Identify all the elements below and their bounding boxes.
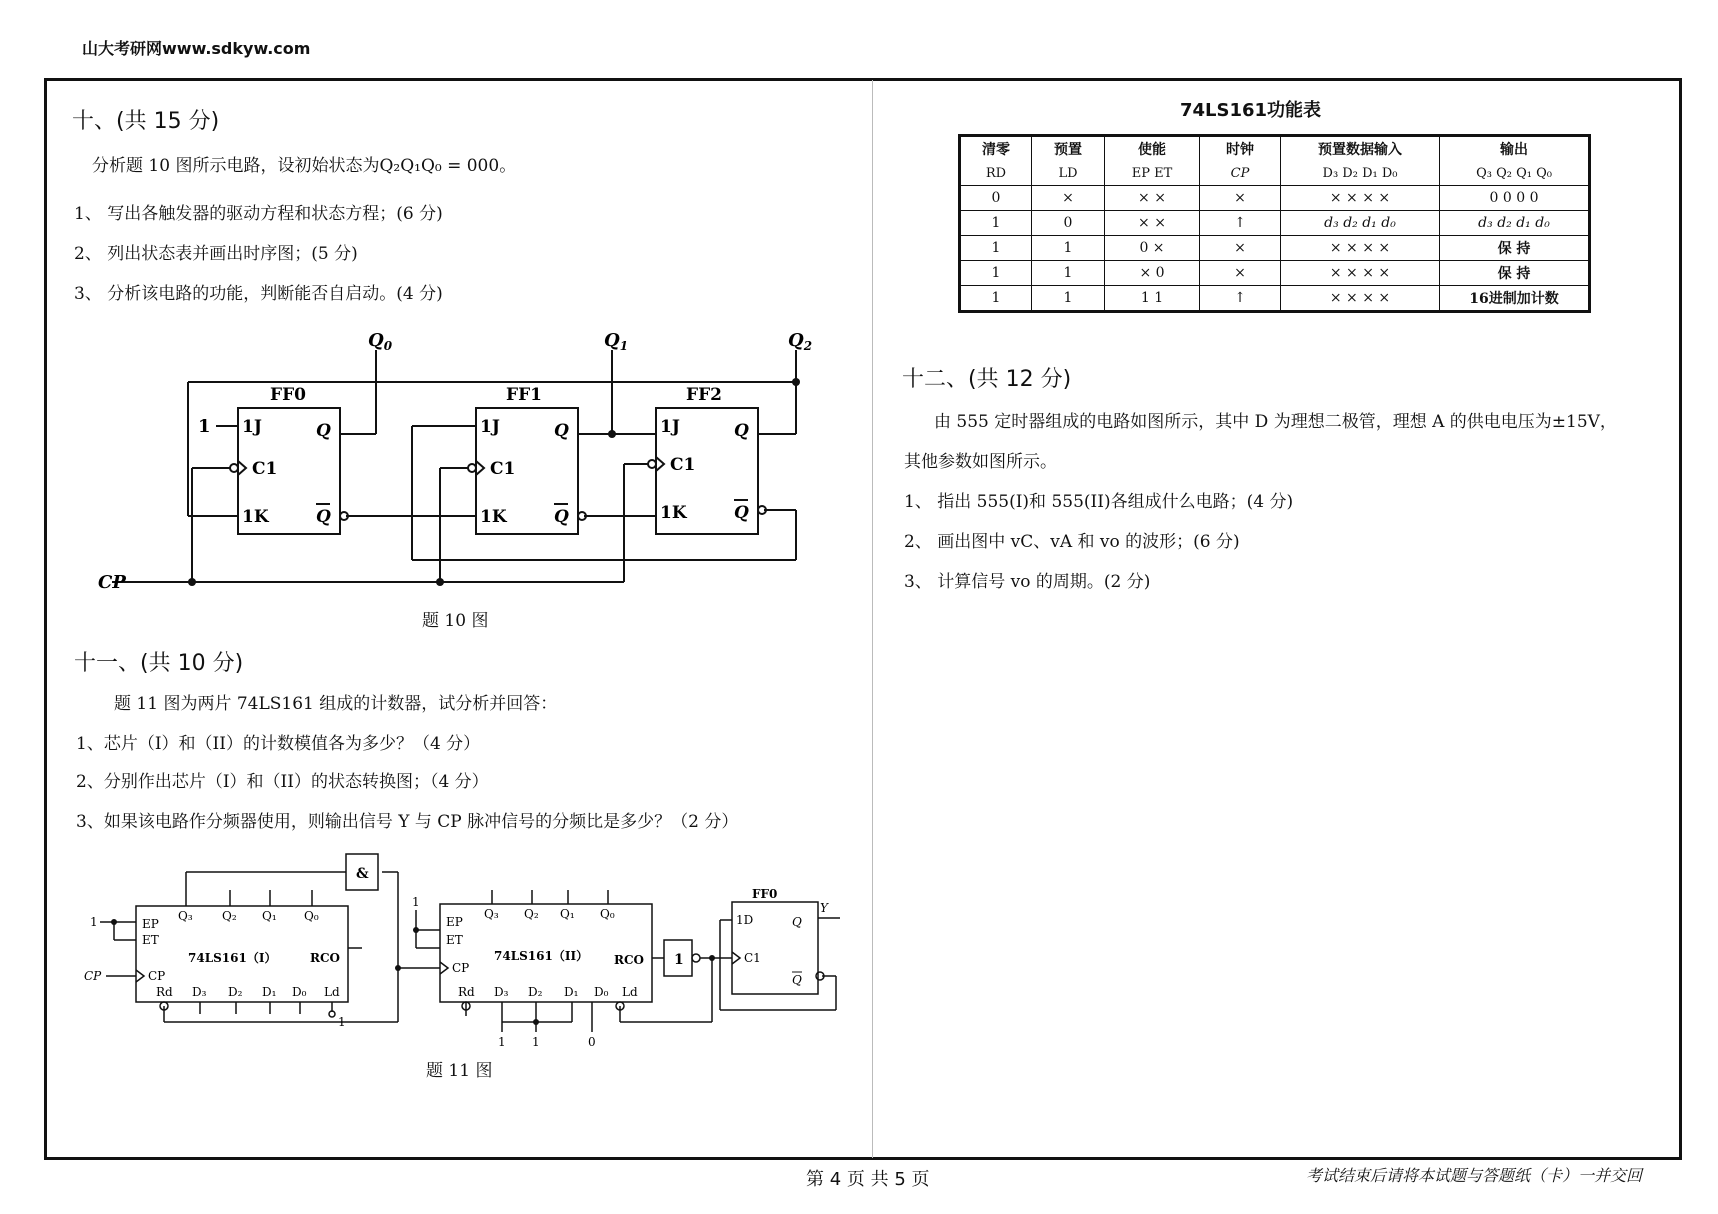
ff0-q-pin: Q [792, 915, 802, 929]
ff0-c-pin: C1 [252, 459, 278, 479]
ff2-label: FF2 [686, 385, 722, 405]
chip2-name: 74LS161（II） [494, 949, 589, 963]
q2-output-label: $Q_2$ [788, 330, 813, 353]
chip2-cp-pin: CP [452, 961, 470, 975]
q10-item-3: 3、 分析该电路的功能，判断能否自启动。(4 分) [74, 284, 443, 304]
table-cell: × × × × [1281, 236, 1440, 261]
function-table [958, 134, 1591, 313]
subheader-ld: LD [1032, 161, 1105, 186]
ff1-qbar-pin: Q [554, 507, 569, 527]
chip1-et-pin: ET [142, 933, 159, 947]
q10-title: 十、(共 15 分) [72, 109, 220, 134]
chip1-q3-pin: Q₃ [178, 909, 193, 923]
chip1-q0-pin: Q₀ [304, 909, 319, 923]
ff0-name: FF0 [752, 887, 778, 901]
table-cell: 1 [960, 236, 1032, 261]
table-row [960, 236, 1590, 261]
table-cell: d₃ d₂ d₁ d₀ [1281, 211, 1440, 236]
q11-title: 十一、(共 10 分) [74, 651, 244, 676]
chip2-q3-pin: Q₃ [484, 907, 499, 921]
chip1-q1-pin: Q₁ [262, 909, 277, 923]
page-number: 第 4 页 共 5 页 [806, 1169, 930, 1190]
chip2-d1-pin: D₁ [564, 985, 579, 999]
q11-item-3: 3、如果该电路作分频器使用，则输出信号 Y 与 CP 脉冲信号的分频比是多少？（2 分） [76, 812, 739, 832]
q12-item-2: 2、 画出图中 vC、vA 和 vo 的波形；(6 分) [904, 532, 1240, 552]
chip1-q2-pin: Q₂ [222, 909, 237, 923]
q10-circuit-diagram [80, 320, 840, 610]
subheader-ep-et: EP ET [1105, 161, 1200, 186]
chip1-cp-pin: CP [148, 969, 166, 983]
table-cell: 1 [1032, 236, 1105, 261]
chip2-rd-pin: Rd [458, 985, 475, 999]
header-clock: 时钟 [1200, 136, 1281, 162]
table-cell: 1 [960, 211, 1032, 236]
chip1-d3-pin: D₃ [192, 985, 207, 999]
chip1-d0-pin: D₀ [292, 985, 307, 999]
chip1-ld-pin: Ld [324, 985, 340, 999]
ff1-label: FF1 [506, 385, 542, 405]
table-cell: × × × × [1281, 286, 1440, 312]
q1-output-label: $Q_1$ [604, 330, 629, 353]
table-header-row [960, 136, 1590, 162]
table-cell: 1 [1032, 261, 1105, 286]
chip1-name: 74LS161（I） [188, 951, 277, 965]
q12-item-3: 3、 计算信号 vo 的周期。(2 分) [904, 572, 1151, 592]
table-cell: 1 [1032, 286, 1105, 312]
q0-output-label: $Q_0$ [368, 330, 393, 353]
subheader-q: Q₃ Q₂ Q₁ Q₀ [1440, 161, 1590, 186]
table-row [960, 211, 1590, 236]
q12-item-1: 1、 指出 555(I)和 555(II)各组成什么电路；(4 分) [904, 492, 1294, 512]
footer-note: 考试结束后请将本试题与答题纸（卡）一并交回 [1306, 1166, 1643, 1185]
table-cell: 1 [960, 261, 1032, 286]
function-table-title: 74LS161功能表 [1180, 100, 1322, 121]
q10-intro: 分析题 10 图所示电路，设初始状态为Q₂Q₁Q₀ = 000。 [92, 156, 517, 176]
q12-intro-line-2: 其他参数如图所示。 [904, 452, 1057, 472]
ff2-q-pin: Q [734, 421, 749, 441]
q10-caption: 题 10 图 [422, 611, 489, 631]
q11-caption: 题 11 图 [426, 1061, 493, 1081]
table-cell: 保 持 [1440, 261, 1590, 286]
table-cell: 1 1 [1105, 286, 1200, 312]
subheader-rd: RD [960, 161, 1032, 186]
table-cell: ↑ [1200, 286, 1281, 312]
chip2-d0-const: 0 [588, 1035, 596, 1049]
q12-title: 十二、(共 12 分) [902, 367, 1072, 392]
chip1-rco-pin: RCO [310, 951, 340, 965]
table-cell: × 0 [1105, 261, 1200, 286]
table-subheader-row [960, 161, 1590, 186]
site-header: 山大考研网www.sdkyw.com [82, 39, 311, 58]
chip2-d2-const: 1 [532, 1035, 540, 1049]
table-cell: 0 [1032, 211, 1105, 236]
ff1-j-pin: 1J [480, 417, 500, 437]
chip1-d2-pin: D₂ [228, 985, 243, 999]
table-cell: d₃ d₂ d₁ d₀ [1440, 211, 1590, 236]
chip2-q2-pin: Q₂ [524, 907, 539, 921]
table-cell: × × [1105, 186, 1200, 211]
chip1-d1-pin: D₁ [262, 985, 277, 999]
ff0-d-pin: 1D [736, 913, 754, 927]
table-cell: × × × × [1281, 186, 1440, 211]
table-cell: × × [1105, 211, 1200, 236]
ff2-k-pin: 1K [660, 503, 687, 523]
chip1-ld-const: 1 [338, 1015, 346, 1029]
chip2-d2-pin: D₂ [528, 985, 543, 999]
table-row [960, 186, 1590, 211]
chip1-ep-pin: EP [142, 917, 159, 931]
chip2-ep-pin: EP [446, 915, 463, 929]
chip2-ep-const: 1 [412, 895, 420, 909]
chip2-q0-pin: Q₀ [600, 907, 615, 921]
chip2-ld-pin: Ld [622, 985, 638, 999]
ff2-c-pin: C1 [670, 455, 696, 475]
and-gate-symbol: & [356, 866, 369, 882]
table-cell: × [1200, 236, 1281, 261]
header-data-input: 预置数据输入 [1281, 136, 1440, 162]
q11-item-2: 2、分别作出芯片（I）和（II）的状态转换图；（4 分） [76, 772, 489, 792]
ff2-j-pin: 1J [660, 417, 680, 437]
q12-intro-line-1: 由 555 定时器组成的电路如图所示，其中 D 为理想二极管，理想 A 的供电电压为±15V， [934, 412, 1617, 432]
q11-item-1: 1、芯片（I）和（II）的计数模值各为多少？（4 分） [76, 734, 481, 754]
ff0-c-pin: C1 [744, 951, 761, 965]
subheader-cp: CP [1200, 161, 1281, 186]
header-clear: 清零 [960, 136, 1032, 162]
table-row [960, 261, 1590, 286]
chip2-rco-pin: RCO [614, 953, 644, 967]
chip2-d3-const: 1 [498, 1035, 506, 1049]
ff1-k-pin: 1K [480, 507, 507, 527]
table-cell: × × × × [1281, 261, 1440, 286]
cp-label: CP [98, 572, 126, 593]
ff0-j-pin: 1J [242, 417, 262, 437]
clock-input-label: CP [84, 969, 102, 983]
chip2-d0-pin: D₀ [594, 985, 609, 999]
table-row [960, 286, 1590, 312]
table-cell: × [1200, 261, 1281, 286]
table-cell: 0 [960, 186, 1032, 211]
column-divider [872, 80, 873, 1158]
table-cell: 1 [960, 286, 1032, 312]
table-cell: 保 持 [1440, 236, 1590, 261]
subheader-d: D₃ D₂ D₁ D₀ [1281, 161, 1440, 186]
chip1-ep-const: 1 [90, 915, 98, 929]
table-cell: 0 0 0 0 [1440, 186, 1590, 211]
chip1-rd-pin: Rd [156, 985, 173, 999]
not-gate-symbol: 1 [674, 952, 684, 968]
header-enable: 使能 [1105, 136, 1200, 162]
q11-intro: 题 11 图为两片 74LS161 组成的计数器，试分析并回答： [114, 694, 558, 714]
q10-item-2: 2、 列出状态表并画出时序图；(5 分) [74, 244, 358, 264]
chip2-q1-pin: Q₁ [560, 907, 575, 921]
table-cell: 0 × [1105, 236, 1200, 261]
header-output: 输出 [1440, 136, 1590, 162]
ff0-q-pin: Q [316, 421, 331, 441]
header-preset: 预置 [1032, 136, 1105, 162]
ff2-qbar-pin: Q [734, 503, 749, 523]
ff1-c-pin: C1 [490, 459, 516, 479]
table-cell: ↑ [1200, 211, 1281, 236]
ff1-q-pin: Q [554, 421, 569, 441]
table-cell: 16进制加计数 [1440, 286, 1590, 312]
table-cell: × [1200, 186, 1281, 211]
table-cell: × [1032, 186, 1105, 211]
ff0-label: FF0 [270, 385, 306, 405]
ff0-k-pin: 1K [242, 507, 269, 527]
q10-item-1: 1、 写出各触发器的驱动方程和状态方程；(6 分) [74, 204, 443, 224]
ff0-qbar-pin: Q [316, 507, 331, 527]
chip2-d3-pin: D₃ [494, 985, 509, 999]
chip2-et-pin: ET [446, 933, 463, 947]
q11-circuit-diagram [80, 846, 850, 1066]
y-output-label: Y [820, 901, 828, 915]
logic-one-label: 1 [198, 416, 211, 437]
ff0-qbar-pin: Q [792, 973, 802, 987]
